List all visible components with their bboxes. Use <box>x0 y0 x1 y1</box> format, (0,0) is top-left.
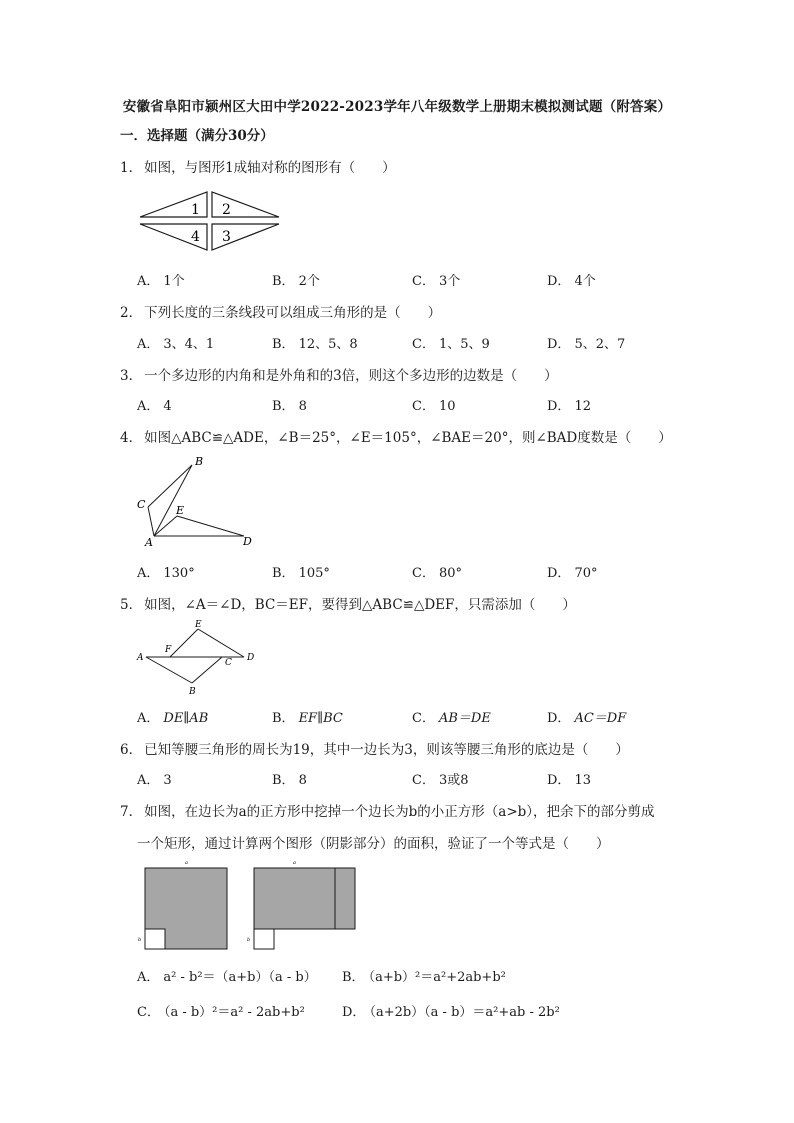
question-text: 下列长度的三条线段可以组成三角形的是（ ） <box>144 305 442 321</box>
option-c[interactable]: C． 80° <box>412 566 462 581</box>
option-c[interactable]: C． AB＝DE <box>412 711 491 726</box>
vertex-B-label: B <box>189 687 196 697</box>
question-number: 1． <box>120 160 143 176</box>
question-text: 如图，与图形1成轴对称的图形有（ ） <box>144 160 396 176</box>
question-text: 已知等腰三角形的周长为19，其中一边长为3，则该等腰三角形的底边是（ ） <box>144 742 629 758</box>
option-c[interactable]: C． 1、5、9 <box>412 337 490 352</box>
side-a-label: a <box>293 860 296 866</box>
segment-BC <box>148 465 192 507</box>
rearranged-rectangle <box>254 868 355 929</box>
q7-options-row-2 <box>137 1001 757 1021</box>
segment-AE <box>154 516 177 536</box>
small-square-outline <box>254 929 274 949</box>
option-d[interactable]: D． 12 <box>547 399 591 414</box>
question-text: 如图，∠A＝∠D，BC＝EF，要得到△ABC≌△DEF，只需添加（ ） <box>144 597 576 613</box>
vertex-D-label: D <box>247 653 255 663</box>
question-number: 3． <box>120 368 143 384</box>
section-heading: 一．选择题（满分30分） <box>120 128 274 144</box>
question-number: 2． <box>120 305 143 321</box>
segment-ED <box>177 516 244 536</box>
option-c[interactable]: C． 10 <box>412 399 456 414</box>
segment-EF <box>170 629 198 657</box>
option-c[interactable]: C． 3个 <box>412 274 461 289</box>
side-b-label: b <box>138 937 142 943</box>
question-text: 如图△ABC≌△ADE，∠B＝25°，∠E＝105°，∠BAE＝20°，则∠BAD度数是（ ） <box>144 430 672 446</box>
q2-options <box>137 333 757 353</box>
option-a[interactable]: A． DE∥AB <box>137 711 209 726</box>
segment-BC <box>192 657 222 683</box>
option-a[interactable]: A． a² - b²＝（a+b）（a - b） <box>137 970 317 985</box>
label-4: 4 <box>191 229 200 245</box>
vertex-A-label: A <box>145 536 153 548</box>
segment-AB <box>146 657 192 683</box>
q1-figure <box>138 190 283 256</box>
option-a[interactable]: A． 3 <box>137 773 172 788</box>
segment-ED <box>198 629 244 657</box>
option-a[interactable]: A． 4 <box>137 399 172 414</box>
q5-options <box>137 707 757 727</box>
question-1 <box>120 156 396 176</box>
q4-options <box>137 562 757 582</box>
side-b-label: b <box>247 937 251 943</box>
question-7 <box>120 800 655 820</box>
option-c[interactable]: C． （a - b）²＝a² - 2ab+b² <box>137 1005 305 1020</box>
option-b[interactable]: B． 8 <box>272 773 307 788</box>
question-number: 7． <box>120 804 143 820</box>
page-title: 安徽省阜阳市颍州区大田中学2022-2023学年八年级数学上册期末模拟测试题（附答案） <box>122 99 672 115</box>
question-6 <box>120 738 629 758</box>
q7-figure <box>134 858 364 950</box>
option-d[interactable]: D． 4个 <box>547 274 596 289</box>
question-7-line-2 <box>137 832 610 852</box>
label-1: 1 <box>191 202 200 218</box>
question-text-line-1: 如图，在边长为a的正方形中挖掉一个边长为b的小正方形（a>b），把余下的部分剪成 <box>144 804 655 820</box>
option-a[interactable]: A． 130° <box>137 566 195 581</box>
option-d[interactable]: D． 70° <box>547 566 598 581</box>
option-a[interactable]: A． 3、4、1 <box>137 337 215 352</box>
label-3: 3 <box>222 229 231 245</box>
question-number: 6． <box>120 742 143 758</box>
question-4 <box>120 426 672 446</box>
option-b[interactable]: B． 105° <box>272 566 330 581</box>
vertex-E-label: E <box>176 504 185 517</box>
question-5 <box>120 593 576 613</box>
q5-figure <box>134 617 264 699</box>
question-text-line-2: 一个矩形，通过计算两个图形（阴影部分）的面积，验证了一个等式是（ ） <box>137 836 610 852</box>
vertex-F-label: F <box>165 645 172 655</box>
vertex-C-label: C <box>225 658 232 668</box>
q3-options <box>137 395 757 415</box>
option-b[interactable]: B． 2个 <box>272 274 320 289</box>
option-d[interactable]: D． （a+2b）（a - b）＝a²+ab - 2b² <box>342 1005 560 1020</box>
vertex-A-label: A <box>137 653 144 663</box>
label-2: 2 <box>222 202 231 218</box>
side-a-label: a <box>185 860 188 866</box>
option-b[interactable]: B． （a+b）²＝a²+2ab+b² <box>342 970 506 985</box>
option-c[interactable]: C． 3或8 <box>412 773 469 788</box>
question-3 <box>120 364 558 384</box>
vertex-C-label: C <box>137 498 146 511</box>
q1-options <box>137 270 757 290</box>
option-b[interactable]: B． 8 <box>272 399 307 414</box>
q4-figure <box>134 452 264 548</box>
question-number: 4． <box>120 430 143 446</box>
question-text: 一个多边形的内角和是外角和的3倍，则这个多边形的边数是（ ） <box>144 368 558 384</box>
question-2 <box>120 301 441 321</box>
question-number: 5． <box>120 597 143 613</box>
option-b[interactable]: B． 12、5、8 <box>272 337 358 352</box>
vertex-E-label: E <box>195 620 202 630</box>
option-d[interactable]: D． 5、2、7 <box>547 337 626 352</box>
small-square-removed <box>145 929 165 949</box>
q7-options-row-1 <box>137 966 757 986</box>
option-d[interactable]: D． AC＝DF <box>547 711 627 726</box>
vertex-B-label: B <box>195 455 204 468</box>
segment-BA <box>154 465 192 536</box>
option-d[interactable]: D． 13 <box>547 773 591 788</box>
option-b[interactable]: B． EF∥BC <box>272 711 343 726</box>
q6-options <box>137 769 757 789</box>
vertex-D-label: D <box>243 535 252 548</box>
option-a[interactable]: A． 1个 <box>137 274 185 289</box>
segment-CA <box>148 507 154 536</box>
